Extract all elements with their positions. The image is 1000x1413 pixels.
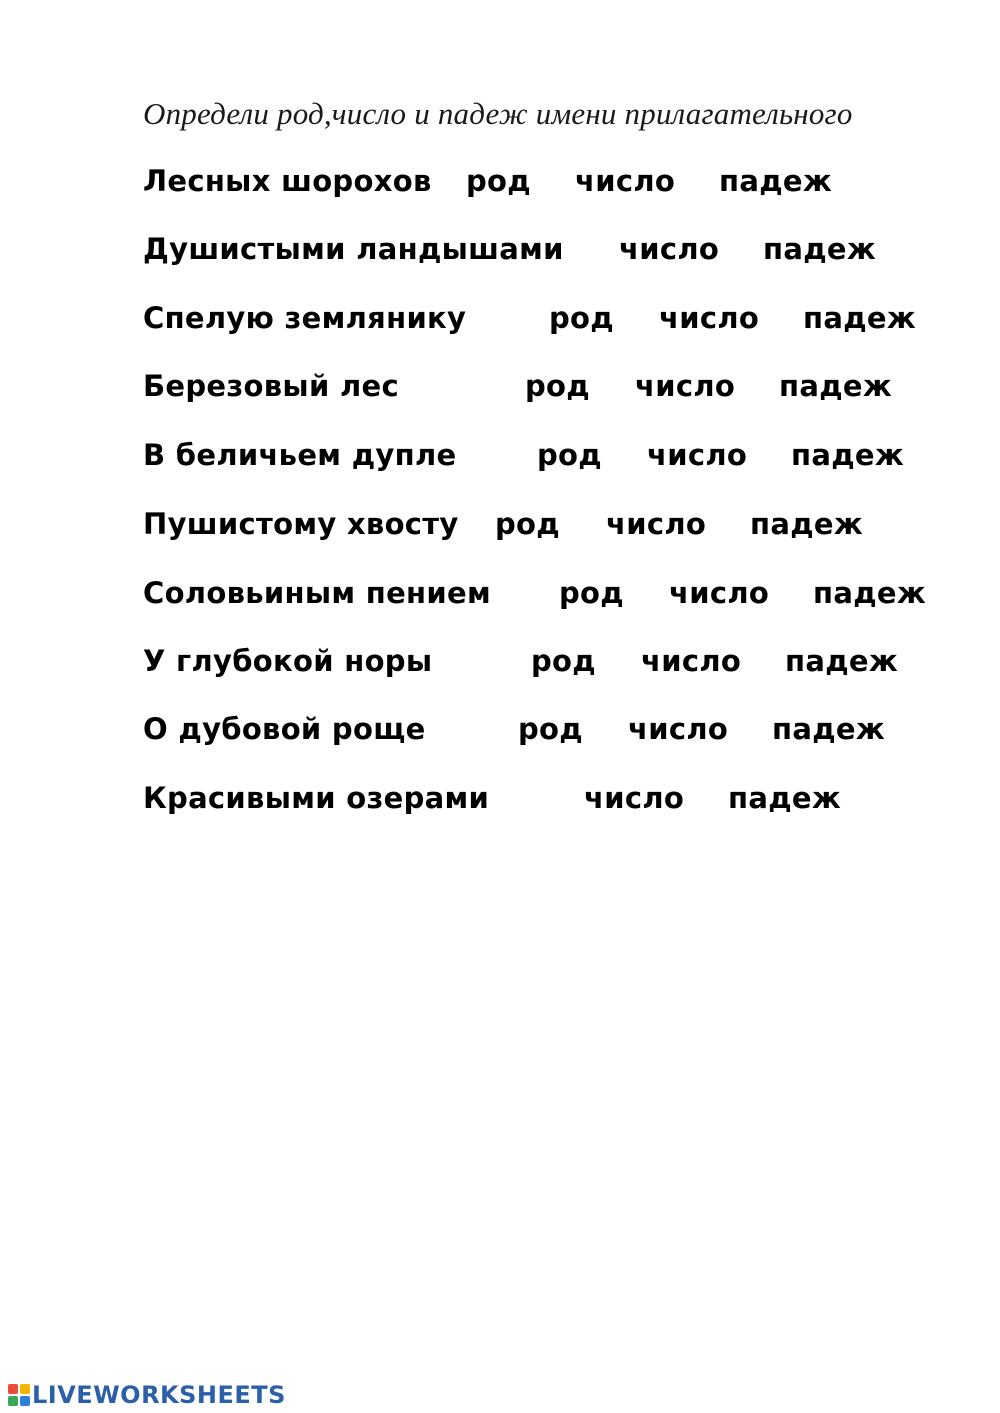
case-label: падеж	[719, 164, 833, 198]
case-label: падеж	[803, 301, 917, 335]
number-label: число	[628, 712, 729, 746]
phrase-text: Пушистому хвосту	[143, 507, 459, 541]
logo-square-green	[8, 1396, 18, 1406]
exercise-row	[0, 161, 1000, 201]
case-label: падеж	[763, 232, 877, 266]
case-label: падеж	[750, 507, 864, 541]
phrase-text: О дубовой роще	[143, 712, 426, 746]
gender-label: род	[559, 576, 625, 610]
number-label: число	[606, 507, 707, 541]
case-label: падеж	[779, 369, 893, 403]
phrase-text: Красивыми озерами	[143, 781, 490, 815]
phrase-text: Спелую землянику	[143, 301, 467, 335]
exercise-row	[0, 298, 1000, 338]
exercise-row	[0, 709, 1000, 749]
exercise-row	[0, 435, 1000, 475]
logo-square-blue	[20, 1396, 30, 1406]
logo-square-yellow	[20, 1384, 30, 1394]
number-label: число	[575, 164, 676, 198]
logo-grid-icon	[8, 1384, 30, 1406]
exercise-row	[0, 366, 1000, 406]
case-label: падеж	[791, 438, 905, 472]
phrase-text: Лесных шорохов	[143, 164, 432, 198]
number-label: число	[584, 781, 685, 815]
case-label: падеж	[728, 781, 842, 815]
exercise-row	[0, 641, 1000, 681]
logo-square-red	[8, 1384, 18, 1394]
case-label: падеж	[772, 712, 886, 746]
phrase-text: Душистыми ландышами	[143, 232, 564, 266]
gender-label: род	[531, 644, 597, 678]
phrase-text: Березовый лес	[143, 369, 399, 403]
exercise-row	[0, 229, 1000, 269]
number-label: число	[647, 438, 748, 472]
gender-label: род	[525, 369, 591, 403]
exercise-row	[0, 778, 1000, 818]
number-label: число	[641, 644, 742, 678]
phrase-text: У глубокой норы	[143, 644, 433, 678]
gender-label: род	[549, 301, 615, 335]
phrase-text: В беличьем дупле	[143, 438, 457, 472]
case-label: падеж	[785, 644, 899, 678]
number-label: число	[659, 301, 760, 335]
exercise-row	[0, 504, 1000, 544]
gender-label: род	[466, 164, 532, 198]
exercise-row	[0, 573, 1000, 613]
gender-label: род	[495, 507, 561, 541]
case-label: падеж	[813, 576, 927, 610]
gender-label: род	[518, 712, 584, 746]
brand-name: LIVEWORKSHEETS	[32, 1381, 286, 1409]
number-label: число	[669, 576, 770, 610]
number-label: число	[635, 369, 736, 403]
phrase-text: Соловьиным пением	[143, 576, 491, 610]
liveworksheets-logo[interactable]	[8, 1381, 286, 1409]
instruction-title: Определи род,число и падеж имени прилагательного	[143, 96, 853, 131]
gender-label: род	[537, 438, 603, 472]
number-label: число	[619, 232, 720, 266]
